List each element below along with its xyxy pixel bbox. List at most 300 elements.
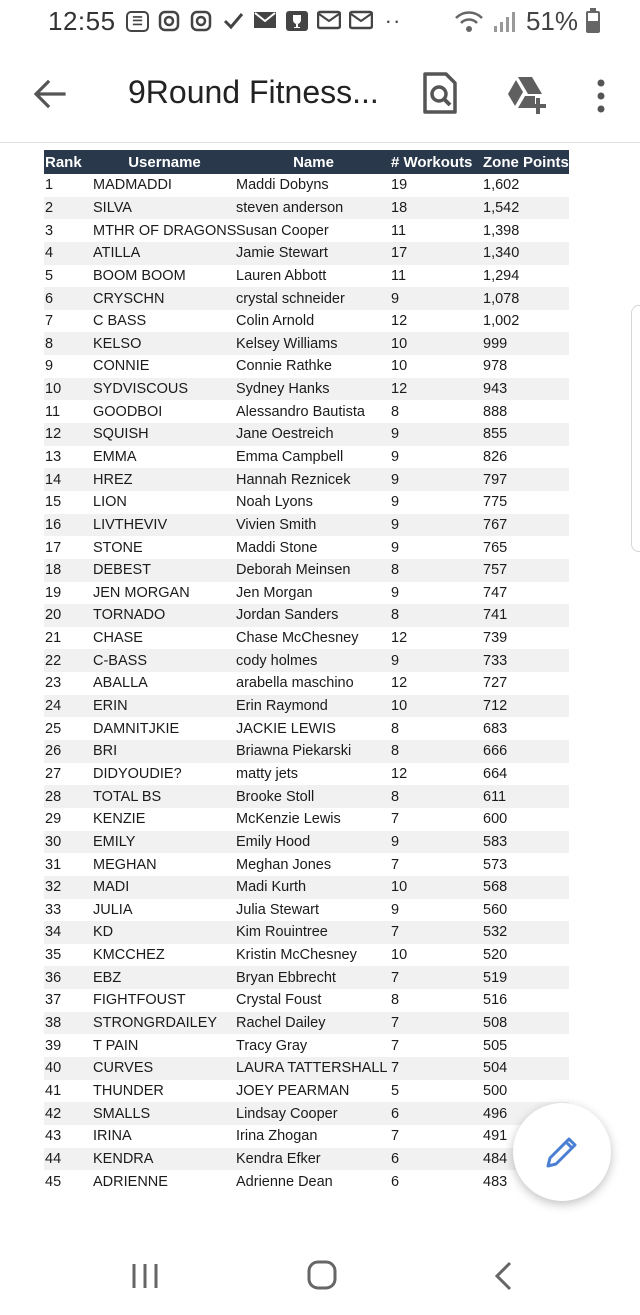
cell-zone-points[interactable]: 508: [483, 1012, 569, 1035]
cell-username[interactable]: T PAIN: [93, 1034, 236, 1057]
cell-zone-points[interactable]: 739: [483, 627, 569, 650]
cell-name[interactable]: Alessandro Bautista: [236, 400, 391, 423]
cell-workouts[interactable]: 7: [391, 1012, 483, 1035]
cell-workouts[interactable]: 9: [391, 423, 483, 446]
system-status: [454, 6, 600, 37]
cell-username[interactable]: JULIA: [93, 899, 236, 922]
mail-icon: [349, 10, 373, 32]
cell-username[interactable]: STRONGRDAILEY: [93, 1012, 236, 1035]
cell-zone-points[interactable]: 491: [483, 1125, 569, 1148]
cell-workouts[interactable]: 11: [391, 265, 483, 288]
header-name: Name: [236, 150, 391, 174]
cell-username[interactable]: KD: [93, 921, 236, 944]
cell-zone-points[interactable]: 520: [483, 944, 569, 967]
cell-name[interactable]: McKenzie Lewis: [236, 808, 391, 831]
cell-zone-points[interactable]: 1,294: [483, 265, 569, 288]
cell-username[interactable]: KENDRA: [93, 1148, 236, 1171]
cell-rank[interactable]: 34: [44, 921, 93, 944]
cell-workouts[interactable]: 11: [391, 219, 483, 242]
cell-zone-points[interactable]: 483: [483, 1170, 569, 1193]
cell-workouts[interactable]: 18: [391, 197, 483, 220]
cell-username[interactable]: DIDYOUDIE?: [93, 763, 236, 786]
cell-zone-points[interactable]: 855: [483, 423, 569, 446]
cell-username[interactable]: MADI: [93, 876, 236, 899]
cell-name[interactable]: Susan Cooper: [236, 219, 391, 242]
find-in-page-icon[interactable]: [422, 72, 458, 114]
cell-zone-points[interactable]: 826: [483, 446, 569, 469]
cell-workouts[interactable]: 8: [391, 785, 483, 808]
cell-workouts[interactable]: 10: [391, 332, 483, 355]
more-dots-icon: ··: [384, 8, 402, 33]
table-body: [44, 174, 569, 1193]
cell-zone-points[interactable]: 573: [483, 853, 569, 876]
cell-name[interactable]: Chase McChesney: [236, 627, 391, 650]
cell-name[interactable]: Julia Stewart: [236, 899, 391, 922]
cell-rank[interactable]: 25: [44, 717, 93, 740]
table-row[interactable]: [44, 378, 569, 401]
cell-workouts[interactable]: 7: [391, 853, 483, 876]
cell-rank[interactable]: 20: [44, 604, 93, 627]
cell-zone-points[interactable]: 583: [483, 831, 569, 854]
cell-zone-points[interactable]: 519: [483, 966, 569, 989]
cell-workouts[interactable]: 19: [391, 174, 483, 197]
cell-rank[interactable]: 22: [44, 649, 93, 672]
cell-username[interactable]: ERIN: [93, 695, 236, 718]
cell-rank[interactable]: 15: [44, 491, 93, 514]
cell-zone-points[interactable]: 500: [483, 1080, 569, 1103]
cell-name[interactable]: Hannah Reznicek: [236, 468, 391, 491]
cell-username[interactable]: FIGHTFOUST: [93, 989, 236, 1012]
table-row[interactable]: [44, 1125, 569, 1148]
cell-username[interactable]: BRI: [93, 740, 236, 763]
cell-rank[interactable]: 35: [44, 944, 93, 967]
table-row[interactable]: [44, 1080, 569, 1103]
cell-rank[interactable]: 18: [44, 559, 93, 582]
table-row[interactable]: [44, 423, 569, 446]
cell-name[interactable]: Bryan Ebbrecht: [236, 966, 391, 989]
cell-rank[interactable]: 28: [44, 785, 93, 808]
mail-icon: [317, 10, 341, 32]
table-row[interactable]: [44, 649, 569, 672]
cell-zone-points[interactable]: 775: [483, 491, 569, 514]
recents-icon[interactable]: [130, 1262, 160, 1290]
cell-workouts[interactable]: 8: [391, 717, 483, 740]
cell-zone-points[interactable]: 484: [483, 1148, 569, 1171]
cell-name[interactable]: steven anderson: [236, 197, 391, 220]
cell-name[interactable]: Maddi Dobyns: [236, 174, 391, 197]
header-rank: Rank: [44, 150, 93, 174]
cell-name[interactable]: Rachel Dailey: [236, 1012, 391, 1035]
cell-workouts[interactable]: 7: [391, 921, 483, 944]
cell-workouts[interactable]: 12: [391, 310, 483, 333]
table-row[interactable]: [44, 604, 569, 627]
cell-rank[interactable]: 43: [44, 1125, 93, 1148]
cell-zone-points[interactable]: 733: [483, 649, 569, 672]
cell-rank[interactable]: 11: [44, 400, 93, 423]
cell-name[interactable]: arabella maschino: [236, 672, 391, 695]
cell-rank[interactable]: 16: [44, 514, 93, 537]
cell-name[interactable]: LAURA TATTERSHALL: [236, 1057, 391, 1080]
cell-workouts[interactable]: 10: [391, 876, 483, 899]
table-row[interactable]: [44, 1012, 569, 1035]
cell-rank[interactable]: 45: [44, 1170, 93, 1193]
table-row[interactable]: [44, 944, 569, 967]
cell-rank[interactable]: 29: [44, 808, 93, 831]
cell-workouts[interactable]: 9: [391, 491, 483, 514]
cell-rank[interactable]: 8: [44, 332, 93, 355]
cell-zone-points[interactable]: 999: [483, 332, 569, 355]
cell-workouts[interactable]: 7: [391, 808, 483, 831]
table-row[interactable]: [44, 989, 569, 1012]
cell-workouts[interactable]: 6: [391, 1170, 483, 1193]
cell-name[interactable]: Tracy Gray: [236, 1034, 391, 1057]
chat-icon: ☰: [126, 11, 149, 32]
cell-rank[interactable]: 10: [44, 378, 93, 401]
home-icon[interactable]: [307, 1260, 337, 1290]
cell-name[interactable]: Meghan Jones: [236, 853, 391, 876]
cell-username[interactable]: CRYSCHN: [93, 287, 236, 310]
cell-zone-points[interactable]: 611: [483, 785, 569, 808]
system-nav-bar: [0, 1240, 640, 1315]
header-zone-points: Zone Points: [483, 150, 569, 174]
cell-rank[interactable]: 6: [44, 287, 93, 310]
trophy-icon: [285, 10, 309, 32]
cell-name[interactable]: Vivien Smith: [236, 514, 391, 537]
table-row[interactable]: [44, 740, 569, 763]
cell-zone-points[interactable]: 666: [483, 740, 569, 763]
cell-zone-points[interactable]: 765: [483, 536, 569, 559]
cell-zone-points[interactable]: 1,398: [483, 219, 569, 242]
cell-name[interactable]: Emma Campbell: [236, 446, 391, 469]
cell-workouts[interactable]: 9: [391, 536, 483, 559]
cell-name[interactable]: JACKIE LEWIS: [236, 717, 391, 740]
cell-zone-points[interactable]: 1,340: [483, 242, 569, 265]
table-row[interactable]: [44, 921, 569, 944]
table-row[interactable]: [44, 332, 569, 355]
cell-username[interactable]: KMCCHEZ: [93, 944, 236, 967]
cell-workouts[interactable]: 12: [391, 672, 483, 695]
table-row[interactable]: [44, 831, 569, 854]
cell-name[interactable]: Connie Rathke: [236, 355, 391, 378]
cell-username[interactable]: TORNADO: [93, 604, 236, 627]
cell-rank[interactable]: 24: [44, 695, 93, 718]
cell-username[interactable]: LIVTHEVIV: [93, 514, 236, 537]
cell-workouts[interactable]: 7: [391, 1057, 483, 1080]
status-bar: [0, 0, 640, 44]
cell-username[interactable]: DEBEST: [93, 559, 236, 582]
table-row[interactable]: [44, 197, 569, 220]
table-row[interactable]: [44, 446, 569, 469]
cell-zone-points[interactable]: 1,542: [483, 197, 569, 220]
cell-rank[interactable]: 14: [44, 468, 93, 491]
edge-panel-handle[interactable]: [631, 305, 640, 552]
cell-name[interactable]: Brooke Stoll: [236, 785, 391, 808]
cell-name[interactable]: Emily Hood: [236, 831, 391, 854]
cell-username[interactable]: ATILLA: [93, 242, 236, 265]
edit-button[interactable]: [513, 1103, 611, 1201]
cell-rank[interactable]: 12: [44, 423, 93, 446]
cell-zone-points[interactable]: 741: [483, 604, 569, 627]
cell-name[interactable]: Briawna Piekarski: [236, 740, 391, 763]
table-row[interactable]: [44, 582, 569, 605]
table-row[interactable]: [44, 536, 569, 559]
table-row[interactable]: [44, 400, 569, 423]
cell-username[interactable]: BOOM BOOM: [93, 265, 236, 288]
cell-zone-points[interactable]: 683: [483, 717, 569, 740]
back-icon[interactable]: [492, 1260, 514, 1292]
table-row[interactable]: [44, 672, 569, 695]
table-row[interactable]: [44, 310, 569, 333]
cell-username[interactable]: C BASS: [93, 310, 236, 333]
cell-rank[interactable]: 26: [44, 740, 93, 763]
cell-zone-points[interactable]: 504: [483, 1057, 569, 1080]
cell-workouts[interactable]: 12: [391, 627, 483, 650]
cell-username[interactable]: EMILY: [93, 831, 236, 854]
cell-zone-points[interactable]: 757: [483, 559, 569, 582]
cell-zone-points[interactable]: 664: [483, 763, 569, 786]
cell-workouts[interactable]: 8: [391, 989, 483, 1012]
cell-workouts[interactable]: 6: [391, 1102, 483, 1125]
cell-username[interactable]: SYDVISCOUS: [93, 378, 236, 401]
cell-workouts[interactable]: 17: [391, 242, 483, 265]
cell-username[interactable]: C-BASS: [93, 649, 236, 672]
cell-name[interactable]: Kelsey Williams: [236, 332, 391, 355]
cell-username[interactable]: MTHR OF DRAGONS: [93, 219, 236, 242]
table-row[interactable]: [44, 1170, 569, 1193]
cell-workouts[interactable]: 12: [391, 378, 483, 401]
cell-rank[interactable]: 1: [44, 174, 93, 197]
notification-icons: [126, 10, 405, 32]
cell-workouts[interactable]: 9: [391, 287, 483, 310]
table-row[interactable]: [44, 1102, 569, 1125]
cell-rank[interactable]: 4: [44, 242, 93, 265]
table-row[interactable]: [44, 242, 569, 265]
cell-workouts[interactable]: 8: [391, 740, 483, 763]
table-row[interactable]: [44, 355, 569, 378]
cell-workouts[interactable]: 10: [391, 355, 483, 378]
cell-name[interactable]: Jordan Sanders: [236, 604, 391, 627]
cell-username[interactable]: STONE: [93, 536, 236, 559]
cell-username[interactable]: MEGHAN: [93, 853, 236, 876]
add-to-drive-icon[interactable]: [505, 74, 547, 114]
cell-username[interactable]: CHASE: [93, 627, 236, 650]
cell-name[interactable]: Irina Zhogan: [236, 1125, 391, 1148]
cell-rank[interactable]: 33: [44, 899, 93, 922]
spreadsheet-view[interactable]: [44, 150, 568, 1193]
table-header-row: [44, 150, 569, 174]
cell-workouts[interactable]: 7: [391, 1034, 483, 1057]
cell-username[interactable]: MADMADDI: [93, 174, 236, 197]
cell-zone-points[interactable]: 532: [483, 921, 569, 944]
cell-rank[interactable]: 9: [44, 355, 93, 378]
cell-rank[interactable]: 37: [44, 989, 93, 1012]
table-row[interactable]: [44, 785, 569, 808]
cell-name[interactable]: cody holmes: [236, 649, 391, 672]
cell-rank[interactable]: 44: [44, 1148, 93, 1171]
cell-username[interactable]: KELSO: [93, 332, 236, 355]
leaderboard-table: [44, 150, 569, 1193]
cell-name[interactable]: Colin Arnold: [236, 310, 391, 333]
cell-workouts[interactable]: 9: [391, 446, 483, 469]
cell-zone-points[interactable]: 888: [483, 400, 569, 423]
cell-workouts[interactable]: 9: [391, 649, 483, 672]
table-row[interactable]: [44, 1034, 569, 1057]
cell-workouts[interactable]: 7: [391, 966, 483, 989]
cell-workouts[interactable]: 8: [391, 559, 483, 582]
cell-name[interactable]: Kendra Efker: [236, 1148, 391, 1171]
cell-rank[interactable]: 30: [44, 831, 93, 854]
cell-zone-points[interactable]: 712: [483, 695, 569, 718]
cell-rank[interactable]: 2: [44, 197, 93, 220]
cell-rank[interactable]: 27: [44, 763, 93, 786]
table-row[interactable]: [44, 1057, 569, 1080]
cell-username[interactable]: SQUISH: [93, 423, 236, 446]
cell-rank[interactable]: 42: [44, 1102, 93, 1125]
cell-username[interactable]: SILVA: [93, 197, 236, 220]
cell-name[interactable]: Madi Kurth: [236, 876, 391, 899]
cell-username[interactable]: EBZ: [93, 966, 236, 989]
more-vert-icon[interactable]: [586, 76, 616, 116]
table-row[interactable]: [44, 876, 569, 899]
cell-username[interactable]: CONNIE: [93, 355, 236, 378]
table-row[interactable]: [44, 966, 569, 989]
cell-username[interactable]: CURVES: [93, 1057, 236, 1080]
table-row[interactable]: [44, 717, 569, 740]
cell-zone-points[interactable]: 560: [483, 899, 569, 922]
cell-workouts[interactable]: 9: [391, 582, 483, 605]
cell-rank[interactable]: 41: [44, 1080, 93, 1103]
cell-username[interactable]: JEN MORGAN: [93, 582, 236, 605]
cell-workouts[interactable]: 8: [391, 604, 483, 627]
cell-zone-points[interactable]: 516: [483, 989, 569, 1012]
cell-rank[interactable]: 19: [44, 582, 93, 605]
cell-rank[interactable]: 38: [44, 1012, 93, 1035]
table-row[interactable]: [44, 627, 569, 650]
cell-rank[interactable]: 7: [44, 310, 93, 333]
arrow-back-icon[interactable]: [30, 74, 70, 114]
cell-username[interactable]: DAMNITJKIE: [93, 717, 236, 740]
cell-name[interactable]: Noah Lyons: [236, 491, 391, 514]
cell-name[interactable]: Maddi Stone: [236, 536, 391, 559]
table-row[interactable]: [44, 468, 569, 491]
cell-workouts[interactable]: 9: [391, 468, 483, 491]
table-row[interactable]: [44, 491, 569, 514]
battery-percent: 51%: [525, 6, 578, 36]
cell-workouts[interactable]: 9: [391, 899, 483, 922]
document-title: 9Round Fitness...: [128, 74, 379, 110]
cell-rank[interactable]: 5: [44, 265, 93, 288]
cell-name[interactable]: Kim Rouintree: [236, 921, 391, 944]
cell-workouts[interactable]: 6: [391, 1148, 483, 1171]
check-icon: [221, 10, 245, 32]
cell-username[interactable]: THUNDER: [93, 1080, 236, 1103]
cell-rank[interactable]: 21: [44, 627, 93, 650]
cell-rank[interactable]: 23: [44, 672, 93, 695]
cell-username[interactable]: SMALLS: [93, 1102, 236, 1125]
cell-username[interactable]: KENZIE: [93, 808, 236, 831]
cell-workouts[interactable]: 5: [391, 1080, 483, 1103]
cell-rank[interactable]: 40: [44, 1057, 93, 1080]
cell-username[interactable]: GOODBOI: [93, 400, 236, 423]
cell-rank[interactable]: 31: [44, 853, 93, 876]
table-row[interactable]: [44, 514, 569, 537]
cell-zone-points[interactable]: 505: [483, 1034, 569, 1057]
cell-workouts[interactable]: 8: [391, 400, 483, 423]
cell-username[interactable]: TOTAL BS: [93, 785, 236, 808]
table-row[interactable]: [44, 219, 569, 242]
cell-zone-points[interactable]: 943: [483, 378, 569, 401]
cell-workouts[interactable]: 9: [391, 831, 483, 854]
cell-workouts[interactable]: 9: [391, 514, 483, 537]
instagram-icon: [189, 10, 213, 32]
cell-zone-points[interactable]: 1,002: [483, 310, 569, 333]
wifi-icon: [454, 10, 484, 34]
cell-name[interactable]: crystal schneider: [236, 287, 391, 310]
cell-name[interactable]: JOEY PEARMAN: [236, 1080, 391, 1103]
cell-rank[interactable]: 17: [44, 536, 93, 559]
cell-username[interactable]: ADRIENNE: [93, 1170, 236, 1193]
cell-rank[interactable]: 32: [44, 876, 93, 899]
cell-zone-points[interactable]: 727: [483, 672, 569, 695]
cell-zone-points[interactable]: 568: [483, 876, 569, 899]
cell-zone-points[interactable]: 1,602: [483, 174, 569, 197]
cell-username[interactable]: EMMA: [93, 446, 236, 469]
cell-rank[interactable]: 13: [44, 446, 93, 469]
cell-name[interactable]: Deborah Meinsen: [236, 559, 391, 582]
cell-name[interactable]: Lindsay Cooper: [236, 1102, 391, 1125]
cell-username[interactable]: LION: [93, 491, 236, 514]
cell-zone-points[interactable]: 747: [483, 582, 569, 605]
table-row[interactable]: [44, 808, 569, 831]
cell-username[interactable]: IRINA: [93, 1125, 236, 1148]
cell-workouts[interactable]: 10: [391, 695, 483, 718]
cell-workouts[interactable]: 12: [391, 763, 483, 786]
table-row[interactable]: [44, 559, 569, 582]
table-row[interactable]: [44, 853, 569, 876]
cell-name[interactable]: Lauren Abbott: [236, 265, 391, 288]
cell-rank[interactable]: 36: [44, 966, 93, 989]
table-row[interactable]: [44, 763, 569, 786]
cell-username[interactable]: ABALLA: [93, 672, 236, 695]
cell-zone-points[interactable]: 496: [483, 1102, 569, 1125]
table-row[interactable]: [44, 265, 569, 288]
cell-workouts[interactable]: 7: [391, 1125, 483, 1148]
cell-name[interactable]: Kristin McChesney: [236, 944, 391, 967]
cell-name[interactable]: Sydney Hanks: [236, 378, 391, 401]
cell-name[interactable]: Adrienne Dean: [236, 1170, 391, 1193]
cell-zone-points[interactable]: 600: [483, 808, 569, 831]
cell-zone-points[interactable]: 978: [483, 355, 569, 378]
cell-name[interactable]: Jen Morgan: [236, 582, 391, 605]
cell-workouts[interactable]: 10: [391, 944, 483, 967]
cell-name[interactable]: Jamie Stewart: [236, 242, 391, 265]
table-row[interactable]: [44, 899, 569, 922]
table-row[interactable]: [44, 695, 569, 718]
cell-name[interactable]: matty jets: [236, 763, 391, 786]
table-row[interactable]: [44, 174, 569, 197]
cell-rank[interactable]: 39: [44, 1034, 93, 1057]
table-row[interactable]: [44, 1148, 569, 1171]
cell-zone-points[interactable]: 767: [483, 514, 569, 537]
cell-username[interactable]: HREZ: [93, 468, 236, 491]
cell-name[interactable]: Crystal Foust: [236, 989, 391, 1012]
cell-zone-points[interactable]: 797: [483, 468, 569, 491]
cell-name[interactable]: Erin Raymond: [236, 695, 391, 718]
cell-rank[interactable]: 3: [44, 219, 93, 242]
cell-name[interactable]: Jane Oestreich: [236, 423, 391, 446]
table-row[interactable]: [44, 287, 569, 310]
cell-zone-points[interactable]: 1,078: [483, 287, 569, 310]
